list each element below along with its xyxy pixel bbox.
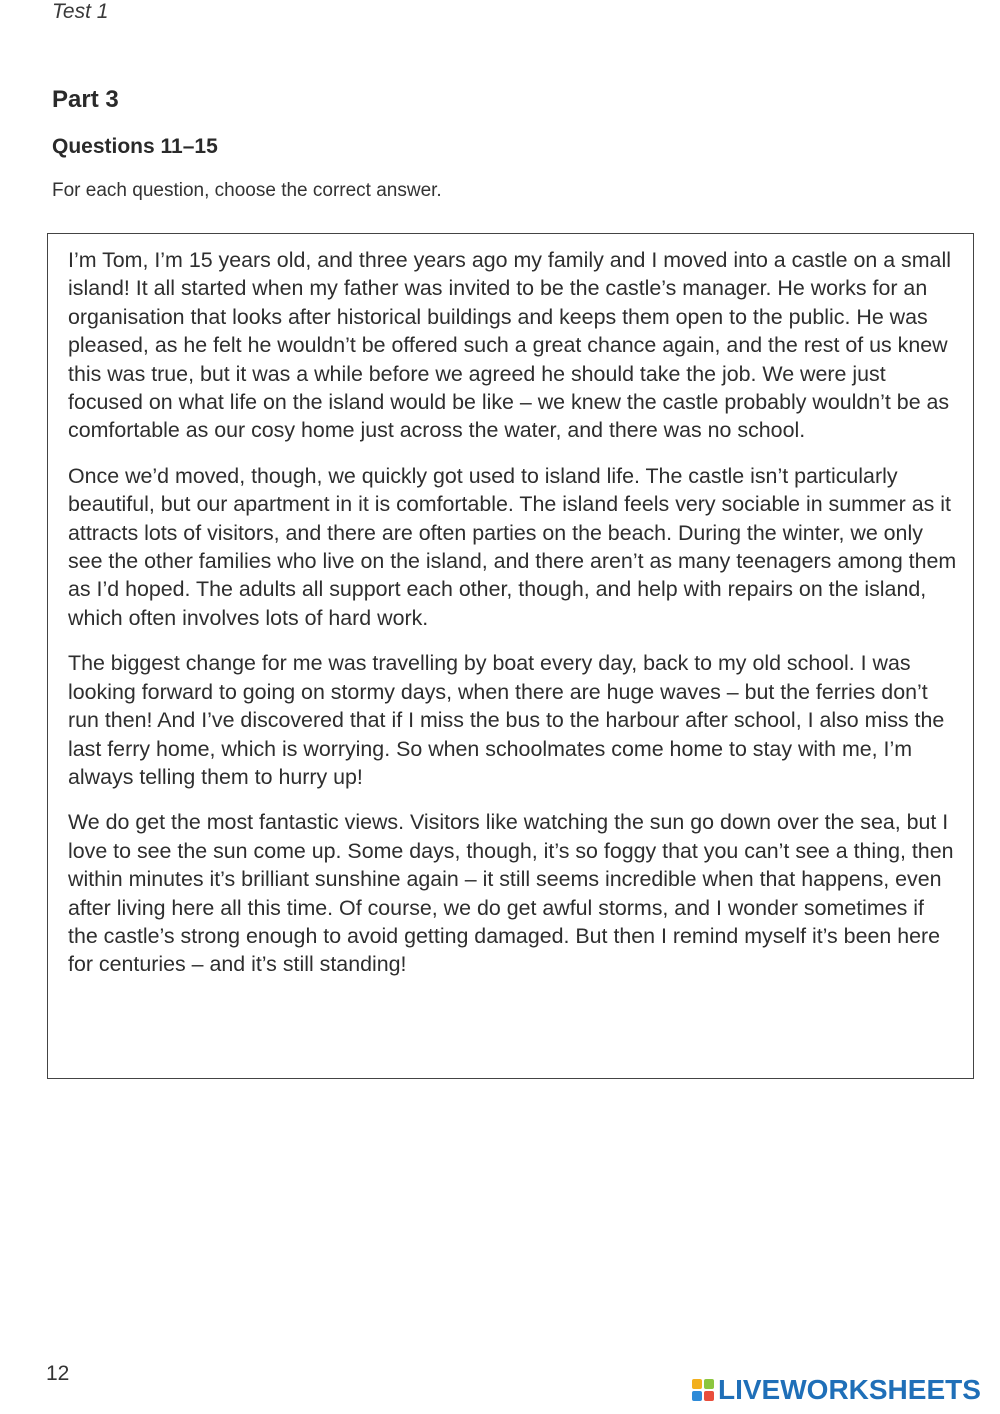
passage-paragraph-2: Once we’d moved, though, we quickly got used to island life. The castle isn’t particularly beautiful, but our apartment in it is comfortable. The island feels very sociable in summer as it attracts lots of visitors, and there are often parties on the beach. During the winter, we only see the other families who live on the island, and there aren’t as many teenagers among them as I’d hoped. The adults all support each other, though, and help with repairs on the island, which often involves lots of hard work. <box>68 463 957 630</box>
logo-square-2 <box>704 1379 714 1389</box>
reading-passage-box <box>47 233 974 1079</box>
passage-paragraph-4: We do get the most fantastic views. Visitors like watching the sun go down over the sea, but I love to see the sun come up. Some days, though, it’s so foggy that you can’t see a thing, then within minutes it’s brilliant sunshine again – it still seems incredible when that happens, even after living here all this time. Of course, we do get awful storms, and I wonder sometimes if the castle’s strong enough to avoid getting damaged. But then I remind myself it’s been here for centuries – and it’s still standing! <box>68 810 954 977</box>
running-head: Test 1 <box>52 0 109 23</box>
logo-square-1 <box>692 1379 702 1389</box>
liveworksheets-watermark <box>692 1374 981 1406</box>
page-number: 12 <box>46 1362 70 1385</box>
instruction-text: For each question, choose the correct answer. <box>52 180 442 201</box>
passage-paragraph-1: I’m Tom, I’m 15 years old, and three years ago my family and I moved into a castle on a small island! It all started when my father was invited to be the castle’s manager. He works for an organisation that looks after historical buildings and keeps them open to the public. He was pleased, as he felt he wouldn’t be offered such a great chance again, and the rest of us knew this was true, but it was a while before we agreed he should take the job. We were just focused on what life on the island would be like – we knew the castle probably wouldn’t be as comfortable as our cosy home just across the water, and there was no school. <box>68 248 951 443</box>
part-title: Part 3 <box>52 86 119 113</box>
liveworksheets-logo-icon <box>692 1379 714 1401</box>
watermark-text: LIVEWORKSHEETS <box>718 1374 981 1405</box>
logo-square-4 <box>704 1391 714 1401</box>
questions-title: Questions 11–15 <box>52 135 218 158</box>
passage-paragraph-3: The biggest change for me was travelling by boat every day, back to my old school. I was looking forward to going on stormy days, when there are huge waves – but the ferries don’t run then! And I’ve discovered that if I miss the bus to the harbour after school, I also miss the last ferry home, which is worrying. So when schoolmates come home to stay with me, I’m always telling them to hurry up! <box>68 651 945 789</box>
logo-square-3 <box>692 1391 702 1401</box>
